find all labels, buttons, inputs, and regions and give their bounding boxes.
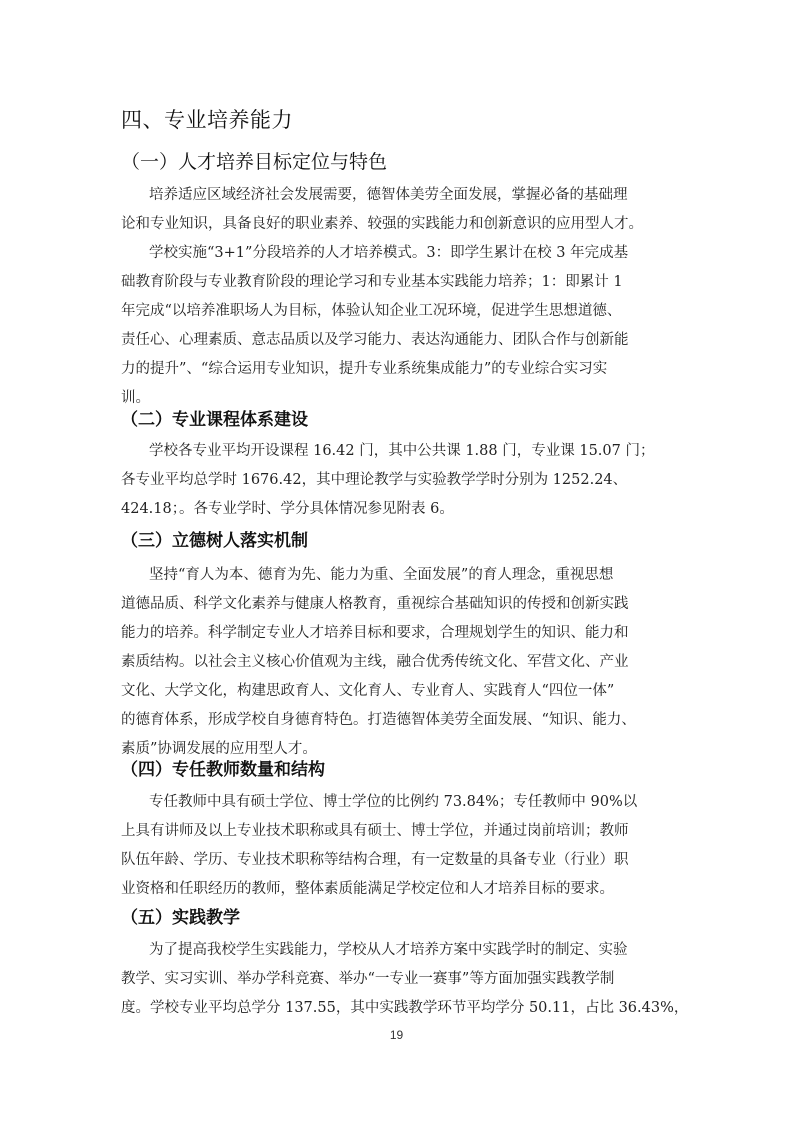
text-line: 力的提升”、“综合运用专业知识，提升专业系统集成能力”的专业综合实习实	[121, 361, 608, 377]
subsection-title-5: （五）实践教学	[121, 908, 240, 928]
text-line: 素质结构。以社会主义核心价值观为主线，融合优秀传统文化、军营文化、产业	[121, 654, 629, 670]
text-line: 各专业平均总学时 1676.42，其中理论教学与实验教学学时分别为 1252.24、	[121, 472, 628, 488]
text-line: 上具有讲师及以上专业技术职称或具有硕士、博士学位，并通过岗前培训；教师	[121, 823, 629, 839]
text-line: 教学、实习实训、举办学科竞赛、举办“一专业一赛事”等方面加强实践教学制	[121, 971, 615, 987]
text-line: 坚持“育人为本、德育为先、能力为重、全面发展”的育人理念，重视思想	[149, 567, 614, 583]
text-line: 队伍年龄、学历、专业技术职称等结构合理，有一定数量的具备专业（行业）职	[121, 852, 629, 868]
text-line: 道德品质、科学文化素养与健康人格教育，重视综合基础知识的传授和创新实践	[121, 596, 629, 612]
text-line: 训。	[121, 390, 150, 406]
text-line: 为了提高我校学生实践能力，学校从人才培养方案中实践学时的制定、实验	[149, 942, 628, 958]
text-line: 论和专业知识，具备良好的职业素养、较强的实践能力和创新意识的应用型人才。	[121, 216, 643, 232]
text-line: 础教育阶段与专业教育阶段的理论学习和专业基本实践能力培养；1：即累计 1	[121, 274, 623, 290]
text-line: 能力的培养。科学制定专业人才培养目标和要求，合理规划学生的知识、能力和	[121, 625, 629, 641]
text-line: 培养适应区域经济社会发展需要，德智体美劳全面发展，掌握必备的基础理	[149, 187, 628, 203]
text-line: 责任心、心理素质、意志品质以及学习能力、表达沟通能力、团队合作与创新能	[121, 332, 629, 348]
text-line: 学校实施“3+1”分段培养的人才培养模式。3：即学生累计在校 3 年完成基	[149, 245, 629, 261]
text-line: 度。学校专业平均总学分 137.55，其中实践教学环节平均学分 50.11，占比 36.43%，	[121, 1000, 689, 1016]
text-line: 424.18；。各专业学时、学分具体情况参见附表 6。	[121, 501, 454, 517]
subsection-title-3: （三）立德树人落实机制	[121, 531, 308, 551]
text-line: 年完成“以培养准职场人为目标，体验认知企业工况环境，促进学生思想道德、	[121, 303, 622, 319]
text-line: 的德育体系，形成学校自身德育特色。打造德智体美劳全面发展、“知识、能力、	[121, 712, 636, 728]
subsection-title-2: （二）专业课程体系建设	[121, 410, 308, 430]
text-line: 素质”协调发展的应用型人才。	[121, 741, 317, 757]
text-line: 文化、大学文化，构建思政育人、文化育人、专业育人、实践育人“四位一体”	[121, 683, 615, 699]
text-line: 专任教师中具有硕士学位、博士学位的比例约 73.84%；专任教师中 90%以	[149, 794, 638, 810]
subsection-title-4: （四）专任教师数量和结构	[121, 760, 325, 780]
page-number: 19	[389, 1028, 404, 1042]
text-line: 学校各专业平均开设课程 16.42 门，其中公共课 1.88 门，专业课 15.07 门；	[149, 443, 655, 459]
section-title: 四、专业培养能力	[121, 108, 293, 132]
subsection-title-1: （一）人才培养目标定位与特色	[121, 151, 388, 173]
text-line: 业资格和任职经历的教师，整体素质能满足学校定位和人才培养目标的要求。	[121, 881, 614, 897]
